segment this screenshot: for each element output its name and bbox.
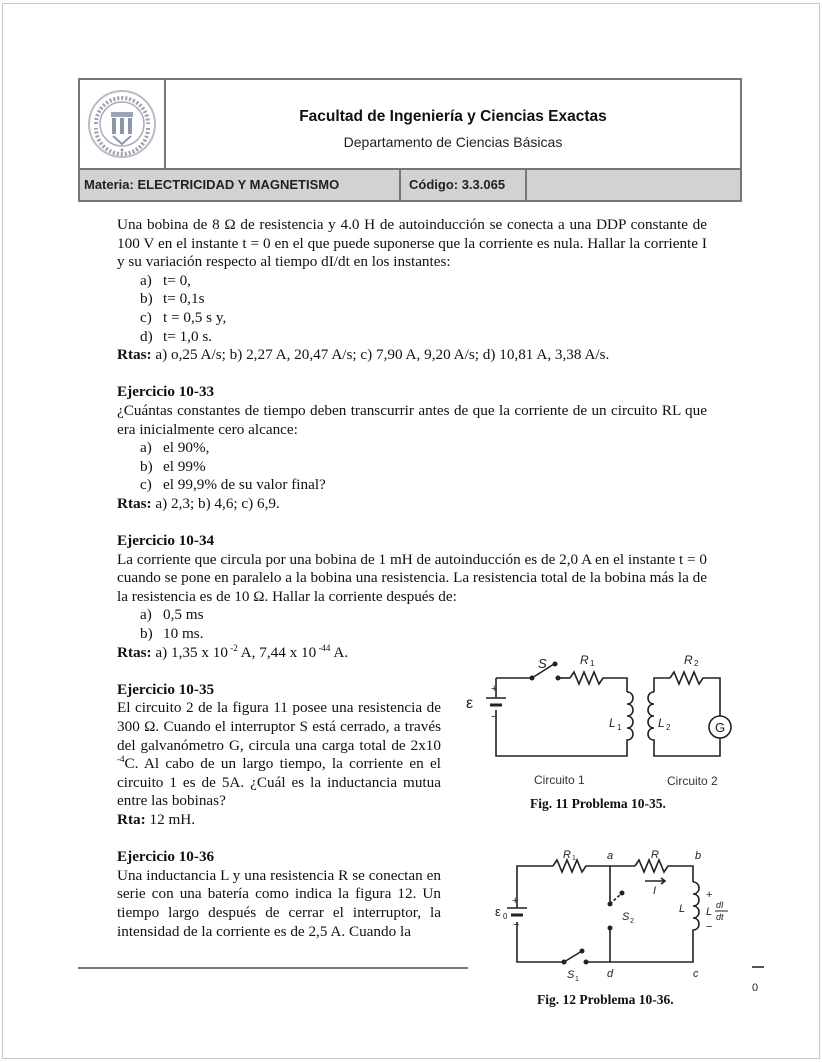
resistor-r1 [570,672,627,692]
exponent: -2 [227,642,238,653]
answer-text: a) 1,35 x 10 [151,643,228,661]
minus-sign: − [491,711,498,723]
exercise-title: Ejercicio 10-34 [117,532,215,550]
item-label: b) [140,457,153,475]
item-label: a) [140,439,152,457]
item-label: b) [140,625,153,643]
emf-l-label: L [706,906,713,918]
plus-sign: + [512,895,519,907]
exponent: -44 [316,642,331,653]
answer-label: Rta: [117,811,146,828]
code-cell: Código: 3.3.065 [401,170,527,200]
exercise-title: Ejercicio 10-36 [117,848,215,866]
list-item [117,272,707,291]
switch-contact [620,891,625,896]
exercise-statement: La corriente que circula por una bobina de 1 mH de autoinducción es de 2,0 A en el instante t = 0 cuando se pone en paralelo a la bobina una resistencia. La resistencia total de la bobina más la de la resistencia es de 10 Ω. Hallar la corriente después de: [117,550,707,605]
page-number: 0 [752,982,759,994]
answer [117,346,707,365]
list-item [117,458,707,477]
answer-text: a) 2,3; b) 4,6; c) 6,9. [151,494,280,512]
minus-sign: − [706,921,713,933]
sub-question-list [117,272,707,346]
empty-cell [527,170,740,200]
emf-subscript: 0 [503,912,508,921]
l1-label: L [609,716,616,730]
resistor-r1 [553,860,610,872]
list-item [117,439,707,458]
answer-label: Rtas: [117,494,152,512]
s2-label: S [622,911,630,923]
item-text: t= 0, [163,271,191,289]
item-text: t= 0,1s [163,290,205,308]
figure-11 [462,648,752,818]
figure-12 [495,848,755,1013]
logo-cell [80,80,166,168]
exercise-statement [117,699,441,811]
item-label: c) [140,308,152,326]
r1-label: R [580,653,589,667]
r-label: R [651,849,659,861]
wire [517,866,553,908]
list-item [117,328,707,347]
list-item [117,309,707,328]
resistor-r [635,860,693,882]
exercise-statement: Una bobina de 8 Ω de resistencia y 4.0 H de autoinducción se conecta a una DDP constante de 100 V en el instante t = 0 en el que puede suponerse que la corriente es nula. Hallar la corriente I y su variación respecto al tiempo dI/dt en los instantes: [117,216,707,271]
s1-label: S [567,969,575,981]
s2-subscript: 2 [630,918,634,925]
institution-title: Facultad de Ingeniería y Ciencias Exactas [299,108,607,125]
node-c-label: c [693,968,699,980]
r1-label: R [563,849,571,861]
exercise-statement: Una inductancia L y una resistencia R se conectan en serie con una batería como indica la figura 12. Un tiempo largo después de cerrar el interruptor, la intensidad de la corriente es de 2,5 A. Cuando la [117,866,441,940]
answer-text: A, 7,44 x 10 [237,643,317,661]
answer-text: A. [330,643,349,661]
switch-contact [553,662,558,667]
current-arrow [645,878,665,884]
l1-subscript: 1 [617,723,622,732]
emf-label: ε [495,904,501,919]
dt-label: dt [716,912,724,922]
r2-subscript: 2 [694,659,699,668]
item-label: b) [140,290,153,308]
item-label: c) [140,476,152,494]
switch-contact [608,902,613,907]
header-top-row [80,80,740,170]
switch-contact [608,926,613,931]
answer-text: 12 mH. [145,811,196,828]
circuit2-label: Circuito 2 [667,774,718,788]
item-label: a) [140,271,152,289]
header-bottom-row [80,170,740,200]
exercise-10-34 [117,532,707,662]
item-text: el 90%, [163,439,210,457]
circuit1-label: Circuito 1 [534,773,585,787]
circuit-diagram-fig12 [495,848,755,988]
item-text: t= 1,0 s. [163,327,213,345]
title-cell [166,80,740,168]
statement-text: C. Al cabo de un largo tiempo, la corriente en el circuito 1 es de 5A. ¿Cuál es la inductancia mutua entre las bobinas? [117,755,441,810]
node-a-label: a [607,850,614,862]
current-label: I [653,885,657,897]
list-item [117,606,707,625]
subject-cell: Materia: ELECTRICIDAD Y MAGNETISMO [80,170,401,200]
switch-contact [580,949,585,954]
figure-caption: Fig. 11 Problema 10-35. [530,796,666,811]
r2-label: R [684,653,693,667]
r1-subscript: 1 [572,855,576,862]
switch-label: S [538,656,547,671]
minus-sign: − [513,919,520,931]
plus-sign: + [491,683,498,695]
resistor-r2 [670,672,720,716]
answer [117,495,707,514]
galvanometer-label: G [715,720,726,735]
list-item [117,625,707,644]
page-dash [752,966,764,968]
r1-subscript: 1 [590,659,595,668]
node-d-label: d [607,968,614,980]
l2-subscript: 2 [666,723,671,732]
answer-label: Rtas: [117,346,152,364]
item-text: el 99,9% de su valor final? [163,476,326,494]
switch-contact [556,676,561,681]
sub-question-list [117,606,707,643]
answer-label: Rtas: [117,643,152,661]
switch-contact [584,960,589,965]
exercise-title: Ejercicio 10-35 [117,680,215,698]
wire [517,922,564,962]
answer [117,811,441,830]
circuit-diagram-fig11 [462,648,752,798]
footer-rule [78,967,468,969]
item-text: 0,5 ms [163,606,204,624]
item-text: t = 0,5 s y, [163,308,227,326]
exercise-10-35 [117,681,441,830]
exercise-10-33 [117,383,707,513]
answer-text: a) o,25 A/s; b) 2,27 A, 20,47 A/s; c) 7,90 A, 9,20 A/s; d) 10,81 A, 3,38 A/s. [151,346,610,364]
exercise-10-36 [117,848,441,941]
document-header [78,78,742,202]
exercise-10-32 [117,216,707,365]
exponent: -4 [117,754,125,765]
plus-sign: + [706,889,713,901]
switch-s1-blade [564,951,582,962]
inductor-label: L [679,903,686,915]
statement-text: El circuito 2 de la figura 11 posee una resistencia de 300 Ω. Cuando el interruptor S está cerrado, a través del galvanómetro G, circula una carga total de 2x10 [117,699,441,754]
item-label: a) [140,606,152,624]
switch-contact [530,676,535,681]
node-b-label: b [695,850,702,862]
l2-label: L [658,716,665,730]
emf-label: ε [466,695,474,712]
exercise-statement: ¿Cuántas constantes de tiempo deben transcurrir antes de que la corriente de un circuito RL que era inicialmente cero alcance: [117,401,707,438]
wire [654,678,670,692]
item-label: d) [140,327,153,345]
item-text: 10 ms. [163,625,204,643]
switch-contact [562,960,567,965]
exercise-title: Ejercicio 10-33 [117,383,215,401]
inductor-l [631,882,699,962]
list-item [117,290,707,309]
item-text: el 99% [163,457,206,475]
sub-question-list [117,439,707,495]
s1-subscript: 1 [575,976,579,983]
di-label: dI [716,900,724,910]
university-seal-icon [86,88,158,160]
list-item [117,476,707,495]
document-body [117,216,707,941]
figure-caption: Fig. 12 Problema 10-36. [537,992,674,1007]
department-subtitle: Departamento de Ciencias Básicas [343,134,563,150]
